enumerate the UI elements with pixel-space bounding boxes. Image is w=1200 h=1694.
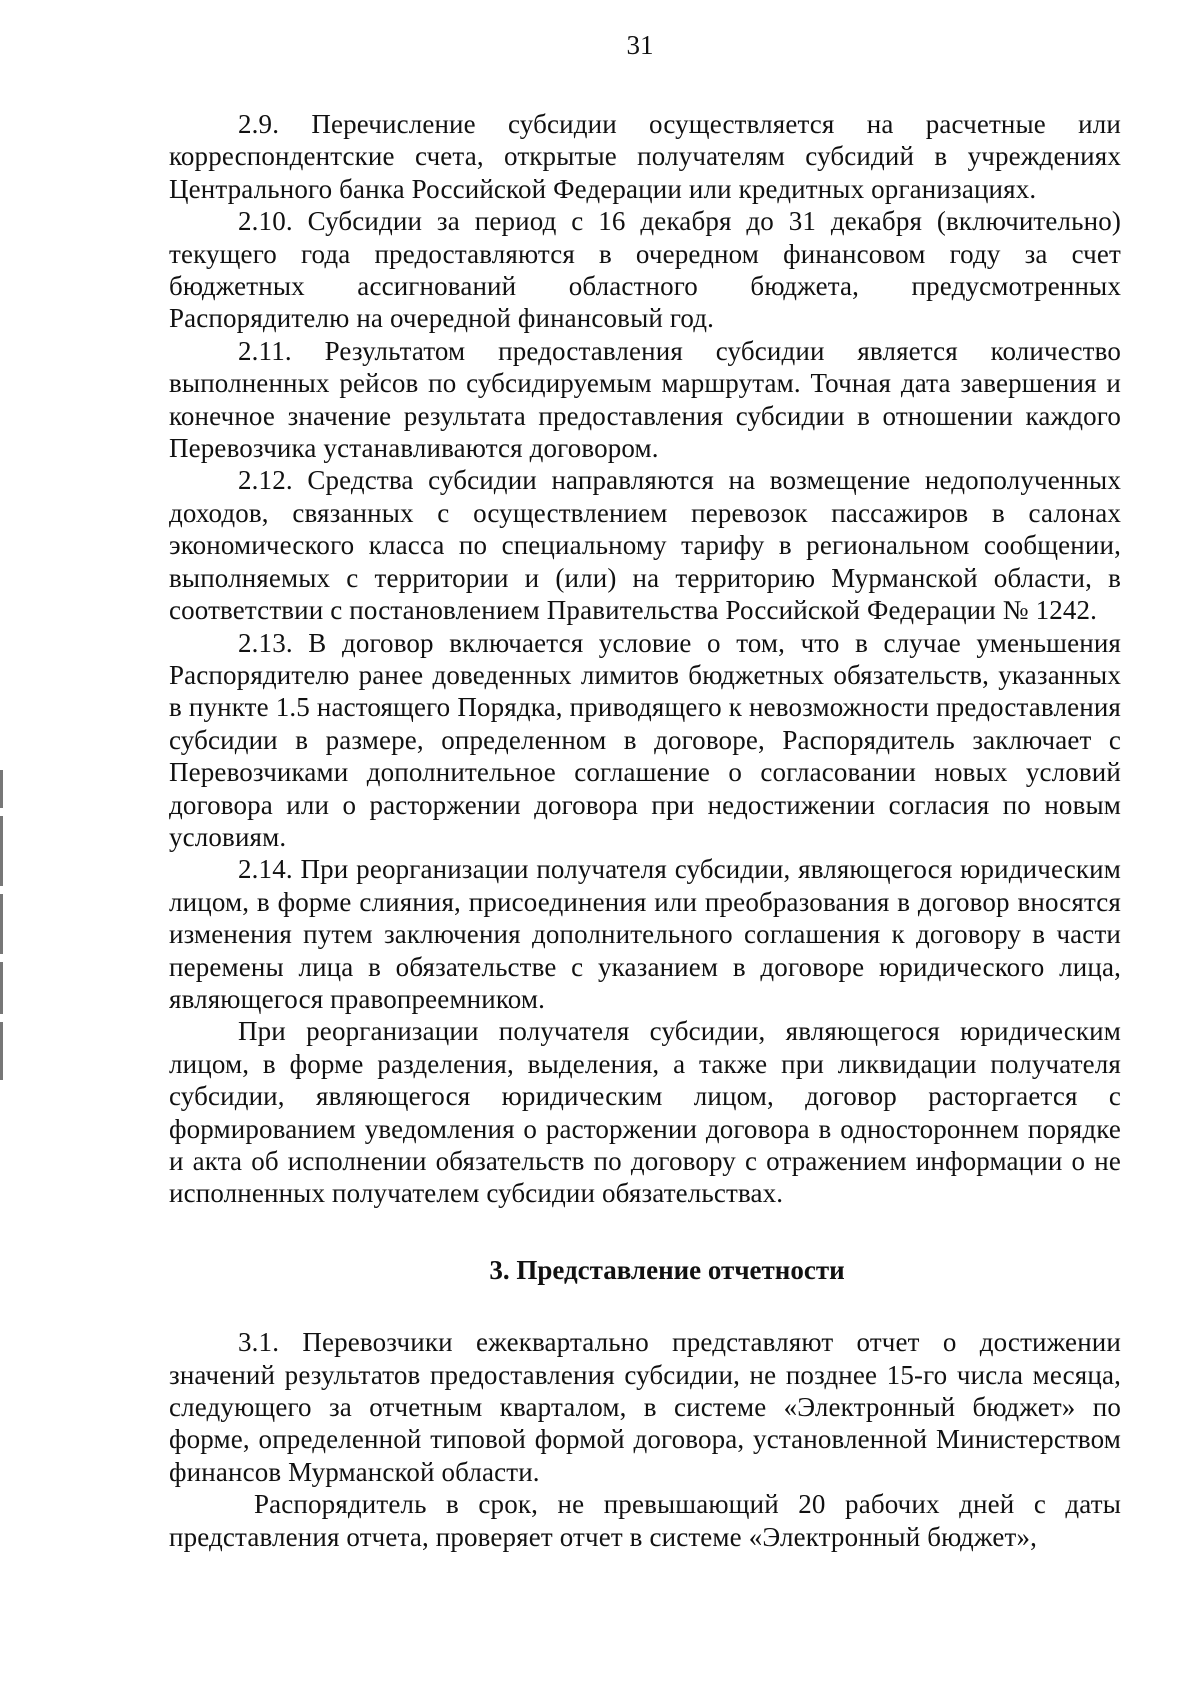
page-number: 31	[626, 30, 654, 60]
paragraph-2-10: 2.10. Субсидии за период с 16 декабря до 31 декабря (включительно) текущего года предоставляются в очередном финансовом году за счет бюджетных ассигнований областного бюджета, предусмотренных Распорядителю на очередной финансовый год.	[169, 206, 1121, 334]
section-heading: 3. Представление отчетности	[489, 1254, 845, 1285]
binding-mark	[0, 770, 3, 808]
paragraph-2-11: 2.11. Результатом предоставления субсидии является количество выполненных рейсов по субсидируемым маршрутам. Точная дата завершения и конечное значение результата предоставления субсидии в отношении каждого Перевозчика устанавливаются договором.	[169, 335, 1121, 464]
paragraph-2-9: 2.9. Перечисление субсидии осуществляется на расчетные или корреспондентские счета, открытые получателям субсидий в учреждениях Центрального банка Российской Федерации или кредитных организациях.	[169, 109, 1121, 204]
binding-marks	[0, 770, 4, 1080]
paragraph-3-1-continued: Распорядитель в срок, не превышающий 20 рабочих дней с даты представления отчета, проверяет отчет в системе «Электронный бюджет»,	[169, 1489, 1121, 1552]
paragraph-2-13: 2.13. В договор включается условие о том, что в случае уменьшения Распорядителю ранее доведенных лимитов бюджетных обязательств, указанных в пункте 1.5 настоящего Порядка, приводящего к невозможности предоставления субсидии в размере, определенном в договоре, Распорядитель заключает с Перевозчиками дополнительное соглашение о согласовании новых условий договора или о расторжении договора при недостижении согласия по новым условиям.	[169, 627, 1121, 852]
paragraph-3-1: 3.1. Перевозчики ежеквартально представляют отчет о достижении значений результатов предоставления субсидии, не позднее 15-го числа месяца, следующего за отчетным кварталом, в системе «Электронный бюджет» по форме, определенной типовой формой договора, установленной Министерством финансов Мурманской области.	[169, 1327, 1121, 1487]
document-body	[169, 108, 1121, 1553]
paragraph-2-14-continued: При реорганизации получателя субсидии, являющегося юридическим лицом, в форме разделения, выделения, а также при ликвидации получателя субсидии, являющегося юридическим лицом, договор расторгается с формированием уведомления о расторжении договора в одностороннем порядке и акта об исполнении обязательств по договору с отражением информации о не исполненных получателем субсидии обязательствах.	[169, 1016, 1121, 1209]
binding-mark	[0, 1022, 3, 1080]
paragraph-2-14: 2.14. При реорганизации получателя субсидии, являющегося юридическим лицом, в форме слияния, присоединения или преобразования в договор вносятся изменения путем заключения дополнительного соглашения к договору в части перемены лица в обязательстве с указанием в договоре юридического лица, являющегося правопреемником.	[169, 854, 1121, 1014]
binding-mark	[0, 894, 3, 954]
binding-mark	[0, 962, 3, 1014]
paragraph-2-12: 2.12. Средства субсидии направляются на возмещение недополученных доходов, связанных с осуществлением перевозок пассажиров в салонах экономического класса по специальному тарифу в региональном сообщении, выполняемых с территории и (или) на территорию Мурманской области, в соответствии с постановлением Правительства Российской Федерации № 1242.	[169, 465, 1121, 626]
binding-mark	[0, 816, 3, 886]
